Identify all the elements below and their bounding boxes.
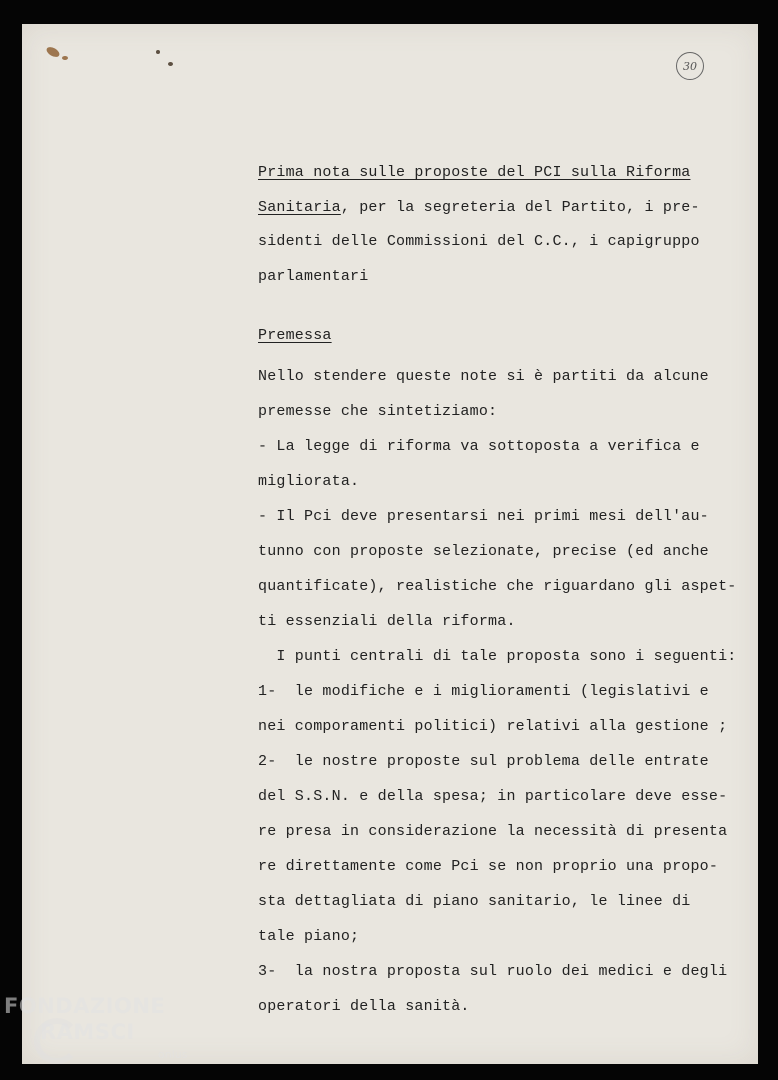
- body-line: operatori della sanità.: [258, 998, 470, 1015]
- body-line: tunno con proposte selezionate, precise (ed anche: [258, 543, 709, 560]
- title-line-1: Prima nota sulle proposte del PCI sulla Riforma: [258, 164, 691, 181]
- list-item-1: 1- le modifiche e i miglioramenti (legislativi e: [258, 683, 709, 700]
- document-page: [22, 24, 758, 1064]
- body-line: quantificate), realistiche che riguardano gli aspet-: [258, 578, 737, 595]
- watermark-line-1: FONDAZIONE: [4, 994, 166, 1018]
- body-line: re presa in considerazione la necessità di presenta: [258, 823, 728, 840]
- list-item-2: 2- le nostre proposte sul problema delle entrate: [258, 753, 709, 770]
- title-line-4: parlamentari: [258, 268, 369, 285]
- body-line: Nello stendere queste note si è partiti da alcune: [258, 368, 709, 385]
- ink-speck: [156, 50, 160, 54]
- rust-stain: [62, 56, 68, 60]
- body-line: I punti centrali di tale proposta sono i seguenti:: [258, 648, 737, 665]
- watermark-line-2: RAMSCI: [40, 1020, 135, 1044]
- page-number: 30: [676, 52, 704, 80]
- body-line: - La legge di riforma va sottoposta a verifica e: [258, 438, 700, 455]
- watermark-suffix: onlus: [158, 1048, 188, 1061]
- fondazione-gramsci-watermark: [4, 994, 194, 1076]
- list-item-3: 3- la nostra proposta sul ruolo dei medici e degli: [258, 963, 728, 980]
- body-line: premesse che sintetiziamo:: [258, 403, 498, 420]
- body-line: del S.S.N. e della spesa; in particolare deve esse-: [258, 788, 728, 805]
- title-line-2: [258, 199, 700, 217]
- body-line: nei comporamenti politici) relativi alla gestione ;: [258, 718, 728, 735]
- body-line: tale piano;: [258, 928, 360, 945]
- body-line: ti essenziali della riforma.: [258, 613, 516, 630]
- body-line: - Il Pci deve presentarsi nei primi mesi dell'au-: [258, 508, 709, 525]
- body-line: re direttamente come Pci se non proprio una propo-: [258, 858, 719, 875]
- title-line-2-rest: , per la segreteria del Partito, i pre-: [340, 199, 700, 216]
- title-line-3: sidenti delle Commissioni del C.C., i capigruppo: [258, 233, 700, 250]
- ink-speck: [168, 62, 173, 66]
- rust-stain: [45, 45, 61, 59]
- body-line: migliorata.: [258, 473, 360, 490]
- body-line: sta dettagliata di piano sanitario, le linee di: [258, 893, 691, 910]
- title-underlined-word: Sanitaria: [258, 199, 341, 216]
- section-heading: Premessa: [258, 327, 332, 344]
